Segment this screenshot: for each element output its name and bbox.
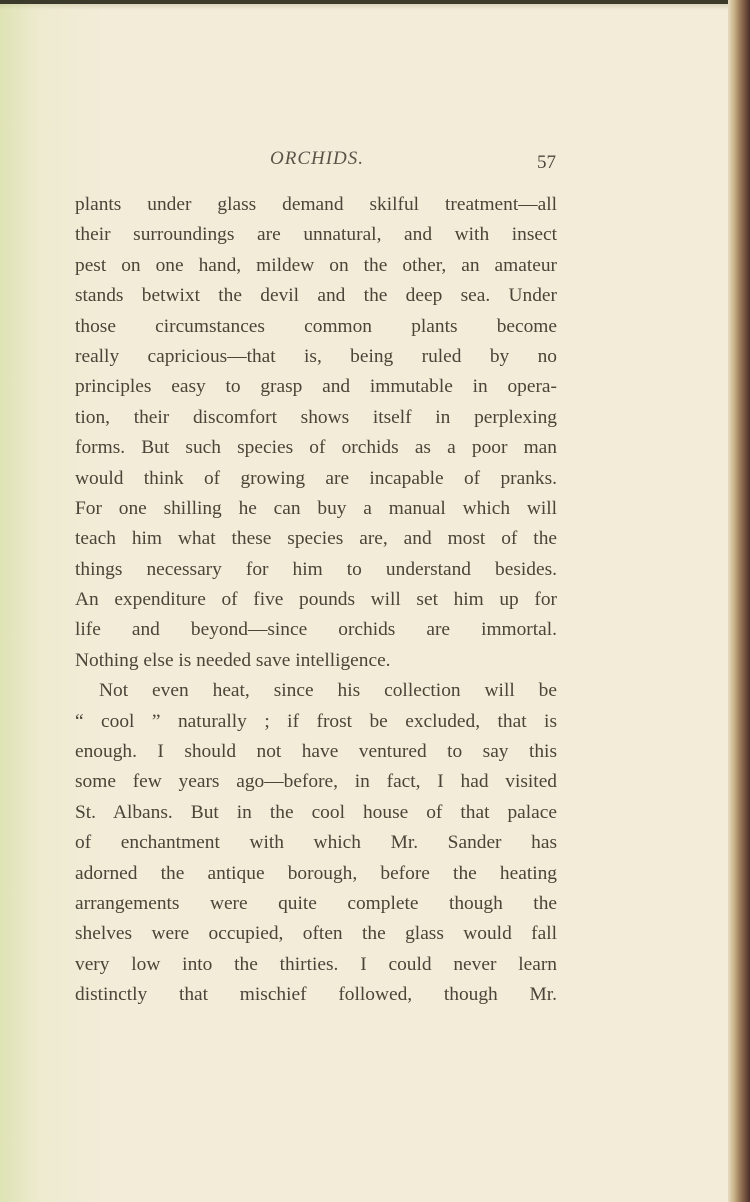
page-number: 57 [537, 152, 556, 173]
text-line: shelves were occupied, often the glass would fall [75, 923, 557, 945]
text-line: adorned the antique borough, before the heating [75, 862, 557, 884]
text-line: plants under glass demand skilful treatment—all [75, 194, 557, 215]
text-line: arrangements were quite complete though the [75, 892, 557, 914]
text-line: really capricious—that is, being ruled by no [75, 345, 557, 367]
text-line: An expenditure of five pounds will set him up for [75, 589, 557, 611]
text-line: distinctly that mischief followed, though Mr. [75, 984, 557, 1006]
text-line: “ cool ” naturally ; if frost be excluded, that is [75, 710, 557, 732]
text-line: some few years ago—before, in fact, I had visited [75, 771, 557, 793]
running-title: ORCHIDS. [270, 148, 365, 169]
text-line: those circumstances common plants become [75, 315, 557, 337]
page-top-edge [0, 0, 750, 4]
book-spine-edge [728, 0, 750, 1202]
text-line: tion, their discomfort shows itself in perplexing [75, 406, 557, 428]
text-line: forms. But such species of orchids as a poor man [75, 437, 557, 459]
paragraph-last-line: Nothing else is needed save intelligence. [75, 649, 391, 671]
paragraph-first-line: Not even heat, since his collection will be [99, 680, 557, 702]
text-line: pest on one hand, mildew on the other, an amateur [75, 254, 557, 276]
text-line: stands betwixt the devil and the deep sea. Under [75, 285, 557, 307]
text-line: would think of growing are incapable of pranks. [75, 467, 557, 489]
text-line: teach him what these species are, and most of the [75, 528, 557, 550]
text-line: enough. I should not have ventured to say this [75, 741, 557, 763]
text-line: their surroundings are unnatural, and with insect [75, 224, 557, 246]
text-line: things necessary for him to understand besides. [75, 558, 557, 580]
text-line: St. Albans. But in the cool house of that palace [75, 801, 557, 823]
text-line: of enchantment with which Mr. Sander has [75, 832, 557, 854]
running-header [0, 148, 750, 178]
text-line: very low into the thirties. I could never learn [75, 953, 557, 975]
text-line: principles easy to grasp and immutable in opera- [75, 376, 557, 398]
text-line: For one shilling he can buy a manual which will [75, 497, 557, 519]
body-text [75, 190, 557, 1011]
text-line: life and beyond—since orchids are immortal. [75, 619, 557, 641]
